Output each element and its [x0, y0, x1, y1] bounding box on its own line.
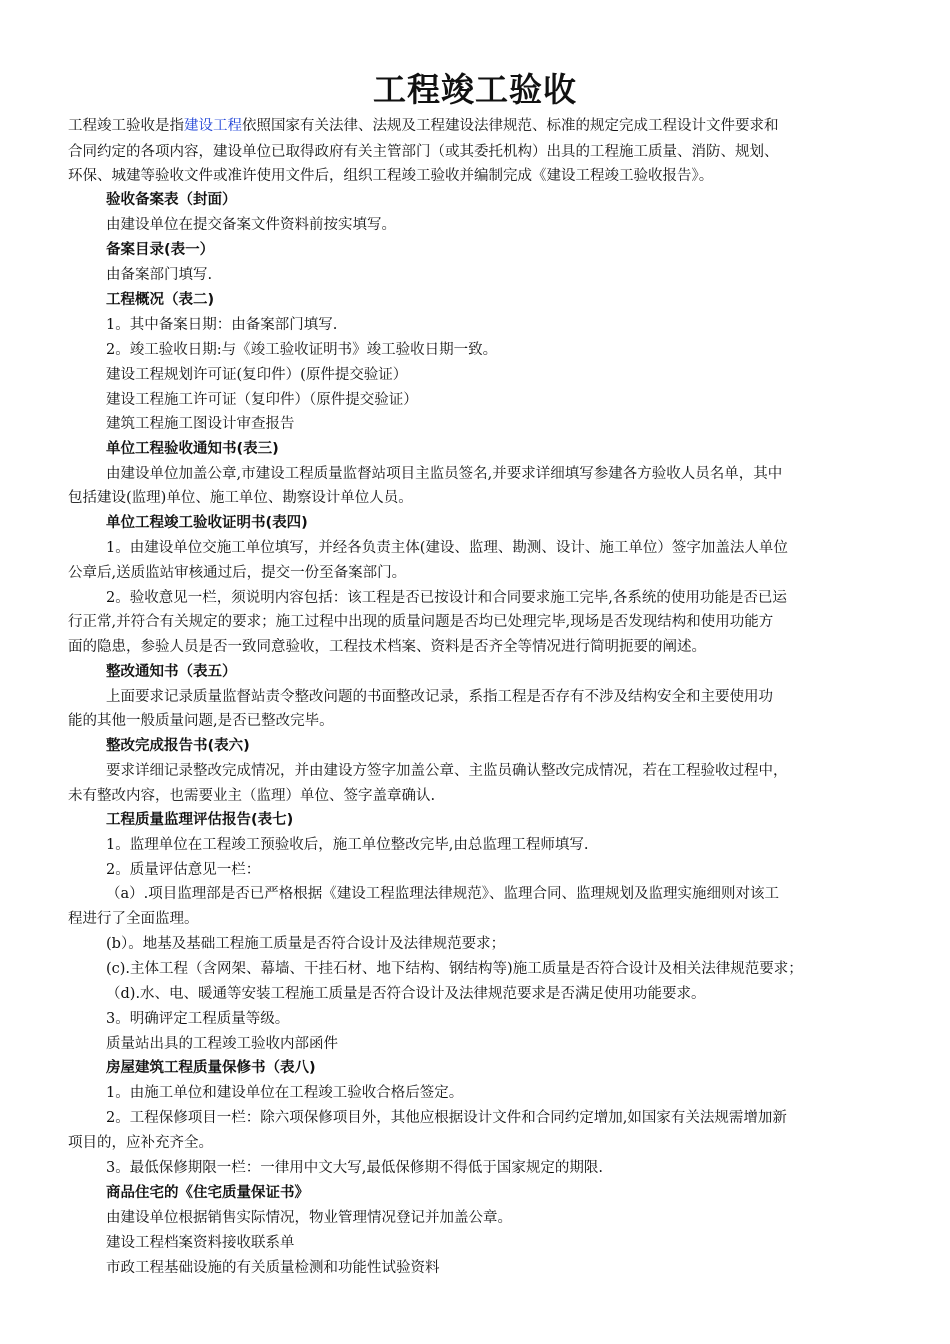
intro-line: 环保、城建等验收文件或准许使用文件后，组织工程竣工验收并编制完成《建设工程竣工验收报告》。: [68, 168, 714, 184]
section-heading: 商品住宅的《住宅质量保证书》: [106, 1185, 309, 1201]
section-text: (c).主体工程（含网架、幕墙、干挂石材、地下结构、钢结构等)施工质量是否符合设计及相关法律规范要求；: [106, 961, 803, 977]
section-text: 质量站出具的工程竣工验收内部函件: [106, 1036, 338, 1052]
section-text: （a）.项目监理部是否已严格根据《建设工程监理法律规范》、监理合同、监理规划及监理实施细则对该工: [106, 886, 779, 902]
section-text: 市政工程基础设施的有关质量检测和功能性试验资料: [106, 1260, 440, 1276]
section-text: 由建设单位根据销售实际情况，物业管理情况登记并加盖公章。: [106, 1210, 512, 1226]
intro-line: 合同约定的各项内容，建设单位已取得政府有关主管部门（或其委托机构）出具的工程施工质量、消防、规划、: [68, 144, 779, 160]
section-text: 能的其他一般质量问题,是否已整改完毕。: [68, 713, 334, 729]
section-heading: 单位工程验收通知书(表三): [106, 441, 279, 457]
section-text: 项目的，应补充齐全。: [68, 1135, 213, 1151]
section-text: (b）。地基及基础工程施工质量是否符合设计及法律规范要求；: [106, 936, 506, 952]
section-heading: 房屋建筑工程质量保修书（表八): [106, 1060, 316, 1076]
section-text: 建设工程档案资料接收联系单: [106, 1235, 295, 1251]
section-text: 1。其中备案日期：由备案部门填写.: [106, 317, 338, 333]
section-text: 建设工程规划许可证(复印件）(原件提交验证）: [106, 367, 408, 383]
section-text: 2。竣工验收日期:与《竣工验收证明书》竣工验收日期一致。: [106, 342, 498, 358]
section-heading: 工程概况（表二): [106, 292, 215, 308]
section-text: 1。由建设单位交施工单位填写，并经各负责主体(建设、监理、勘测、设计、施工单位）签字加盖法人单位: [106, 540, 788, 556]
intro-text: 工程竣工验收是指: [68, 118, 184, 134]
section-text: 建筑工程施工图设计审查报告: [106, 416, 295, 432]
intro-line: [68, 116, 779, 136]
section-heading: 验收备案表（封面）: [106, 192, 237, 208]
construction-project-link[interactable]: 建设工程: [184, 118, 242, 134]
section-text: 2。验收意见一栏，须说明内容包括：该工程是否已按设计和合同要求施工完毕,各系统的使用功能是否已运: [106, 590, 787, 606]
section-text: 由建设单位加盖公章,市建设工程质量监督站项目主监员签名,并要求详细填写参建各方验收人员名单，其中: [106, 466, 783, 482]
section-text: 由备案部门填写.: [106, 267, 213, 283]
section-text: 包括建设(监理)单位、施工单位、勘察设计单位人员。: [68, 490, 413, 506]
section-text: （d).水、电、暖通等安装工程施工质量是否符合设计及法律规范要求是否满足使用功能要求。: [106, 986, 706, 1002]
section-text: 未有整改内容，也需要业主（监理）单位、签字盖章确认.: [68, 788, 436, 804]
section-text: 面的隐患，参验人员是否一致同意验收，工程技术档案、资料是否齐全等情况进行简明扼要的阐述。: [68, 639, 706, 655]
section-text: 上面要求记录质量监督站责令整改问题的书面整改记录，系指工程是否存有不涉及结构安全和主要使用功: [106, 689, 773, 705]
section-text: 1。监理单位在工程竣工预验收后，施工单位整改完毕,由总监理工程师填写.: [106, 837, 589, 853]
section-text: 要求详细记录整改完成情况，并由建设方签字加盖公章、主监员确认整改完成情况，若在工程验收过程中，: [106, 763, 788, 779]
page-title: 工程竣工验收: [373, 70, 577, 109]
section-text: 公章后,送质监站审核通过后，提交一份至备案部门。: [68, 565, 407, 581]
section-text: 1。由施工单位和建设单位在工程竣工验收合格后签定。: [106, 1085, 464, 1101]
section-text: 2。质量评估意见一栏：: [106, 862, 261, 878]
section-heading: 整改完成报告书(表六): [106, 738, 250, 754]
section-heading: 备案目录(表一）: [106, 242, 215, 258]
section-text: 程进行了全面监理。: [68, 911, 199, 927]
section-text: 2。工程保修项目一栏：除六项保修项目外，其他应根据设计文件和合同约定增加,如国家有关法规需增加新: [106, 1110, 787, 1126]
section-text: 由建设单位在提交备案文件资料前按实填写。: [106, 217, 396, 233]
section-text: 建设工程施工许可证（复印件）（原件提交验证）: [106, 392, 418, 408]
section-heading: 整改通知书（表五）: [106, 664, 237, 680]
section-heading: 工程质量监理评估报告(表七): [106, 812, 294, 828]
intro-text: 依照国家有关法律、法规及工程建设法律规范、标准的规定完成工程设计文件要求和: [242, 118, 779, 134]
section-text: 3。明确评定工程质量等级。: [106, 1011, 290, 1027]
section-text: 行正常,并符合有关规定的要求；施工过程中出现的质量问题是否均已处理完毕,现场是否发现结构和使用功能方: [68, 614, 774, 630]
section-text: 3。最低保修期限一栏：一律用中文大写,最低保修期不得低于国家规定的期限.: [106, 1160, 603, 1176]
section-heading: 单位工程竣工验收证明书(表四): [106, 515, 308, 531]
